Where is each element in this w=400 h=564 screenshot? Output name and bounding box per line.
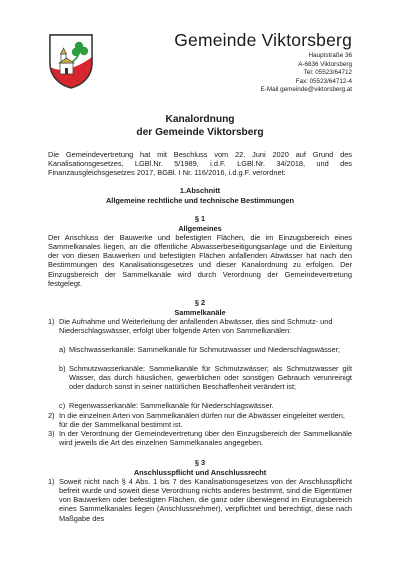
title-line-2: der Gemeinde Viktorsberg (136, 127, 264, 138)
p2-subitem-b (69, 364, 352, 391)
paragraph-2-number: § 2 (194, 298, 206, 307)
p2-item-1-text: Die Aufnahme und Weiterleitung der anfallenden Abwässer, dies sind Schmutz- und Niederschlagswässer, erfolgt über folgende Arten von Sammelkanälen: (59, 317, 333, 336)
p2-subitem-b-text: Sammelkanäle für Schmutzwässer; als Schmutzwasser gilt Wasser, das durch häuslichen, gewerblichen oder sonstigen Gebrauch verunreinigt oder dadurch sonst in seiner natürlichen Beschaffenheit verändert ist; (69, 364, 352, 392)
paragraph-1-text: Der Anschluss der Bauwerke und befestigten Flächen, die im Einzugsbereich eines Sammelkanales liegen, an die öffentliche Abwasserbeseitigungsanlage und die Einleitung der von diesen Bauwerken und befestigten Flächen anfallenden Abwässer hat nach den Bestimmungen des Kanalisationsgesetzes und dieser Kanalordnung zu erfolgen. Der Einzugsbereich der Sammelkanäle wird durch Verordnung der Gemeindevertretung festgelegt. (48, 233, 352, 288)
p2-subitem-b-number: b) (59, 364, 66, 373)
p2-subitem-a-text: Sammelkanäle für Schmutzwasser und Niederschlagswässer; (137, 345, 341, 354)
intro-paragraph: Die Gemeindevertretung hat mit Beschluss vom 22. Juni 2020 auf Grund des Kanalisationsgesetzes, LGBl.Nr. 5/1989, i.d.F. LGBl.Nr. 34/2018, und des Finanzausgleichsgesetzes 2017, BGBl. I Nr. 116/2016, i.d.g.F. verordnet: (48, 150, 352, 178)
p2-subitem-c-number: c) (59, 401, 66, 410)
paragraph-3-title: Anschlusspflicht und Anschlussrecht (133, 467, 267, 477)
p2-subitem-a-term: Mischwasserkanäle: (69, 345, 136, 354)
document-title (0, 113, 400, 139)
paragraph-3-number: § 3 (194, 458, 206, 467)
address-fax: Fax: 05523/64712-4 (295, 77, 352, 85)
municipal-crest-icon (48, 33, 94, 89)
p2-subitem-c-text: Sammelkanäle für Niederschlagswässer. (140, 401, 274, 410)
p3-item-1-text: Soweit nicht nach § 4 Abs. 1 bis 7 des Kanalisationsgesetzes von der Anschlusspflicht befreit wurde und soweit diese Verordnung nichts anderes bestimmt, sind die Eigentümer von Bauwerken oder befestigten Flächen, die ganz oder überwiegend im Einzugsbereich eines Sammelkanales liegen (Anschlussnehmer), verpflichtet und berechtigt, diese nach Maßgabe des (59, 477, 352, 523)
address-block (261, 52, 352, 95)
title-line-1: Kanalordnung (165, 114, 235, 125)
paragraph-1-title: Allgemeines (178, 223, 222, 233)
p3-item-1-number: 1) (48, 477, 55, 486)
section-1-heading: 1.Abschnitt (179, 186, 221, 195)
p2-subitem-a (69, 345, 352, 354)
address-tel: Tel: 05523/64712 (303, 69, 352, 77)
p2-item-1-number: 1) (48, 317, 55, 326)
p2-item-2-text: In die einzelnen Arten von Sammelkanälen dürfen nur die Abwässer eingeleitet werden, für die der Sammelkanal bestimmt ist. (59, 410, 345, 429)
p2-subitem-a-number: a) (59, 345, 66, 354)
p2-item-3-text: In der Verordnung der Gemeindevertretung über den Einzugsbereich der Sammelkanäle wird jeweils die Art des einzelnen Sammelkanales angegeben. (59, 429, 352, 448)
p2-subitem-c (69, 401, 352, 410)
address-city: A-6836 Viktorsberg (298, 60, 352, 68)
p2-item-2-number: 2) (48, 410, 55, 420)
paragraph-1-number: § 1 (194, 214, 206, 223)
section-1-subheading: Allgemeine rechtliche und technische Bestimmungen (105, 195, 295, 205)
address-email[interactable]: E-Mail gemeinde@viktorsberg.at (260, 86, 352, 94)
p2-item-3-number: 3) (48, 429, 55, 438)
p2-subitem-c-term: Regenwasserkanäle: (69, 401, 139, 410)
paragraph-2-title: Sammelkanäle (174, 307, 226, 317)
address-street: Hauptstraße 36 (308, 52, 352, 59)
municipality-name: Gemeinde Viktorsberg (174, 30, 352, 50)
p2-subitem-b-term: Schmutzwasserkanäle: (69, 364, 145, 373)
